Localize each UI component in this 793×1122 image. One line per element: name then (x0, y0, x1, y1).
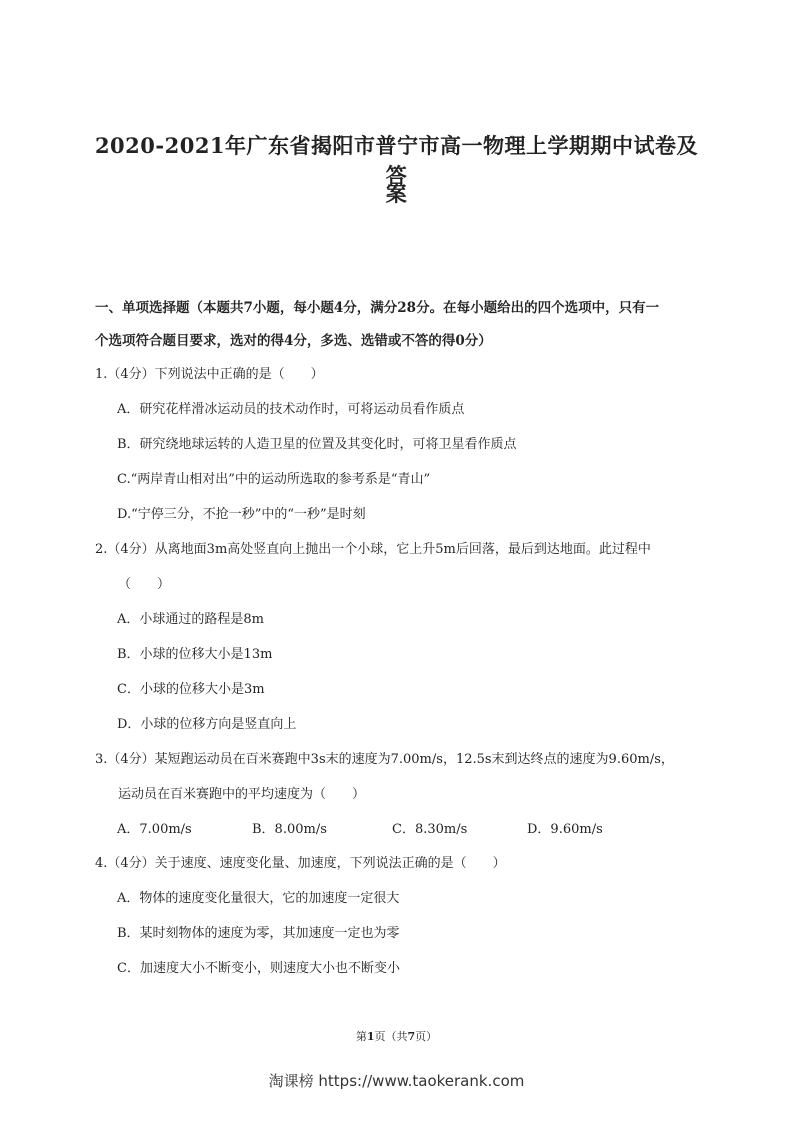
question-4-option-a: A．物体的速度变化量很大，它的加速度一定很大 (117, 891, 400, 906)
question-1-option-b: B．研究绕地球运转的人造卫星的位置及其变化时，可将卫星看作质点 (117, 437, 517, 452)
footer-prefix: 第 (355, 1030, 367, 1043)
question-2-stem: 2.（4分）从离地面3m高处竖直向上抛出一个小球，它上升5m后回落，最后到达地面。此过程中 (95, 542, 651, 557)
section-heading-line-1: 一、单项选择题（本题共7小题，每小题4分，满分28分。在每小题给出的四个选项中，只有一 (95, 300, 660, 316)
document-title-line-1: 2020-2021年广东省揭阳市普宁市高一物理上学期期中试卷及答 (94, 133, 699, 188)
question-4-option-c: C．加速度大小不断变小，则速度大小也不断变小 (117, 961, 400, 976)
footer-total-pages: 7 (407, 1030, 416, 1043)
question-1-stem: 1.（4分）下列说法中正确的是（ ） (95, 367, 324, 382)
question-3-stem-continuation: 运动员在百米赛跑中的平均速度为（ ） (118, 787, 366, 802)
section-heading-line-2: 个选项符合题目要求，选对的得4分，多选、选错或不答的得0分） (95, 333, 492, 349)
footer-suffix: 页） (415, 1030, 438, 1043)
watermark-text: 淘课榜 https://www.taokerank.com (268, 1072, 525, 1090)
question-1-option-d: D.“宁停三分，不抢一秒”中的“一秒”是时刻 (117, 507, 366, 522)
page-footer (0, 1028, 793, 1044)
question-2-option-a: A．小球通过的路程是8m (117, 612, 264, 627)
question-3-option-d: D．9.60m/s (527, 822, 603, 837)
question-2-option-b: B．小球的位移大小是13m (117, 647, 273, 662)
question-4-stem: 4.（4分）关于速度、速度变化量、加速度，下列说法正确的是（ ） (95, 856, 506, 871)
question-2-option-d: D．小球的位移方向是竖直向上 (117, 717, 297, 732)
question-3-options-row (117, 818, 677, 837)
question-3-option-c: C．8.30m/s (392, 822, 468, 837)
question-3-option-a: A．7.00m/s (117, 822, 192, 837)
question-3-stem: 3.（4分）某短跑运动员在百米赛跑中3s末的速度为7.00m/s，12.5s末到达终点的速度为9.60m/s， (95, 752, 674, 767)
question-3-option-b: B．8.00m/s (252, 822, 327, 837)
question-2-stem-continuation: （ ） (118, 577, 171, 592)
question-1-option-a: A．研究花样滑冰运动员的技术动作时，可将运动员看作质点 (117, 402, 465, 417)
question-4-option-b: B．某时刻物体的速度为零，其加速度一定也为零 (117, 926, 400, 941)
footer-middle: 页（共 (374, 1030, 408, 1043)
question-1-option-c: C.“两岸青山相对出”中的运动所选取的参考系是“青山” (117, 472, 431, 487)
question-2-option-c: C．小球的位移大小是3m (117, 682, 265, 697)
document-title-line-2: 案 (385, 181, 408, 206)
footer-page-number: 1 (366, 1030, 375, 1043)
